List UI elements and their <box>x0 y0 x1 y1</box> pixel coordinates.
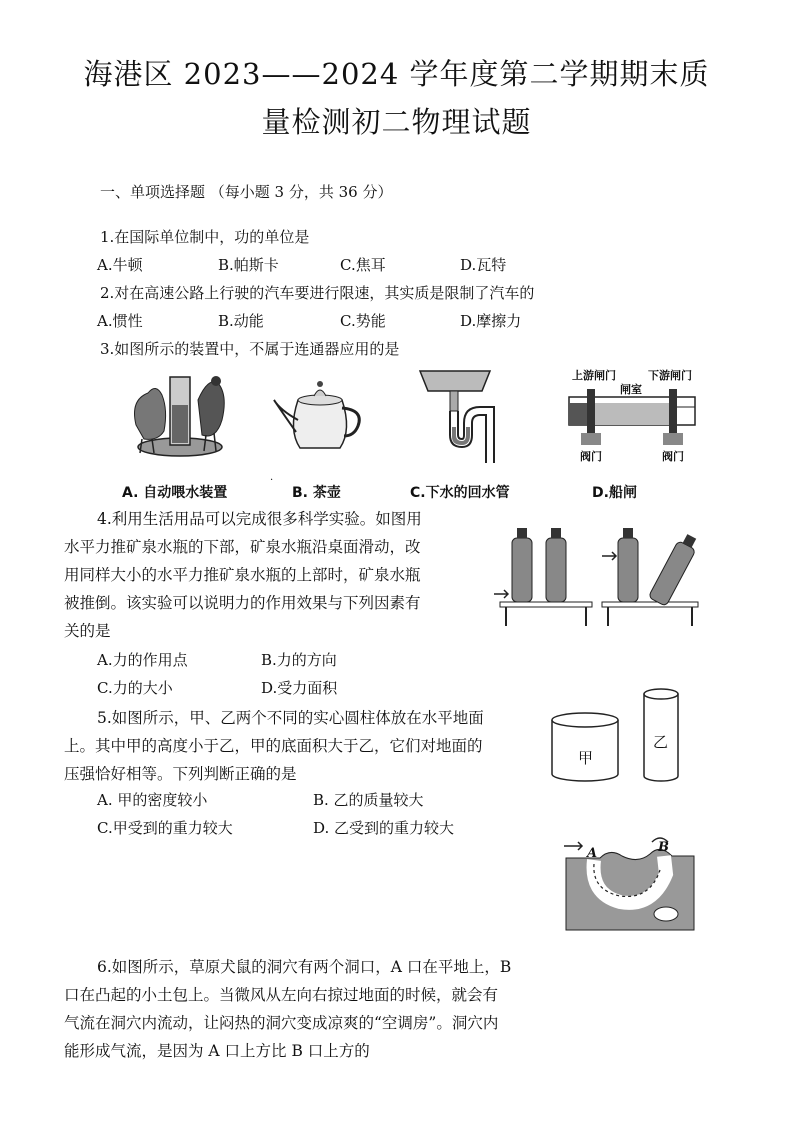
q2-option-b: B.动能 <box>218 312 264 330</box>
q2-option-a: A.惯性 <box>97 312 143 330</box>
burrow-label-b: B <box>658 840 669 855</box>
q6-line-2: 口在凸起的小土包上。当微风从左向右掠过地面的时候，就会有 <box>64 986 499 1004</box>
q5-option-a: A. 甲的密度较小 <box>97 791 208 809</box>
cylinder-jia-label: 甲 <box>578 749 594 767</box>
q5-option-c: C.甲受到的重力较大 <box>97 819 233 837</box>
q1-option-d: D.瓦特 <box>460 256 507 274</box>
lock-upper-gate-label: 上游闸门 <box>572 369 616 382</box>
q3-caption-b: B. 茶壶 <box>292 485 341 501</box>
q1-option-c: C.焦耳 <box>340 256 386 274</box>
title-line-1: 海港区 2023——2024 学年度第二学期期末质 <box>83 57 710 91</box>
lock-valve-right-label: 阀门 <box>662 450 684 463</box>
lock-chamber-label: 闸室 <box>620 383 642 396</box>
q4-line-1: 4.利用生活用品可以完成很多科学实验。如图用 <box>97 510 422 528</box>
q3-caption-c: C.下水的回水管 <box>410 485 510 501</box>
sink-trap-figure <box>410 365 500 465</box>
q2-option-c: C.势能 <box>340 312 386 330</box>
q4-option-c: C.力的大小 <box>97 679 173 697</box>
q4-line-2: 水平力推矿泉水瓶的下部，矿泉水瓶沿桌面滑动，改 <box>64 538 421 556</box>
lock-lower-gate-label: 下游闸门 <box>648 369 692 382</box>
q5-line-3: 压强恰好相等。下列判断正确的是 <box>64 765 297 783</box>
q5-option-b: B. 乙的质量较大 <box>313 791 424 809</box>
q6-line-4: 能形成气流，是因为 A 口上方比 B 口上方的 <box>64 1042 370 1060</box>
q4-line-4: 被推倒。该实验可以说明力的作用效果与下列因素有 <box>64 594 421 612</box>
cylinder-yi-label: 乙 <box>653 733 669 751</box>
q5-option-d: D. 乙受到的重力较大 <box>313 819 455 837</box>
q1-stem: 1.在国际单位制中，功的单位是 <box>100 228 310 246</box>
q3-caption-d: D.船闸 <box>592 485 637 501</box>
feeder-figure <box>118 365 243 465</box>
q3-caption-a: A. 自动喂水装置 <box>122 485 228 501</box>
q6-line-1: 6.如图所示，草原犬鼠的洞穴有两个洞口，A 口在平地上，B <box>97 958 512 976</box>
teapot-figure <box>270 370 370 460</box>
q5-line-2: 上。其中甲的高度小于乙，甲的底面积大于乙，它们对地面的 <box>64 737 483 755</box>
q3-stem: 3.如图所示的装置中，不属于连通器应用的是 <box>100 340 400 358</box>
q4-line-5: 关的是 <box>64 622 111 640</box>
q5-line-1: 5.如图所示，甲、乙两个不同的实心圆柱体放在水平地面 <box>97 709 484 727</box>
q2-stem: 2.对在高速公路上行驶的汽车要进行限速，其实质是限制了汽车的 <box>100 284 535 302</box>
lock-valve-left-label: 阀门 <box>580 450 602 463</box>
burrow-figure <box>560 834 700 932</box>
q1-option-b: B.帕斯卡 <box>218 256 279 274</box>
burrow-label-a: A <box>587 846 598 861</box>
section-heading: 一、单项选择题 （每小题 3 分，共 36 分） <box>100 183 393 201</box>
q6-line-3: 气流在洞穴内流动，让闷热的洞穴变成凉爽的“空调房”。洞穴内 <box>64 1014 499 1032</box>
q4-option-b: B.力的方向 <box>261 651 337 669</box>
q2-option-d: D.摩擦力 <box>460 312 522 330</box>
q4-option-d: D.受力面积 <box>261 679 338 697</box>
q1-option-a: A.牛顿 <box>97 256 143 274</box>
cylinders-figure <box>548 686 698 786</box>
q4-line-3: 用同样大小的水平力推矿泉水瓶的上部时，矿泉水瓶 <box>64 566 421 584</box>
title-line-2: 量检测初二物理试题 <box>261 105 532 139</box>
q4-option-a: A.力的作用点 <box>97 651 188 669</box>
bottle-experiment-figure <box>490 522 705 630</box>
